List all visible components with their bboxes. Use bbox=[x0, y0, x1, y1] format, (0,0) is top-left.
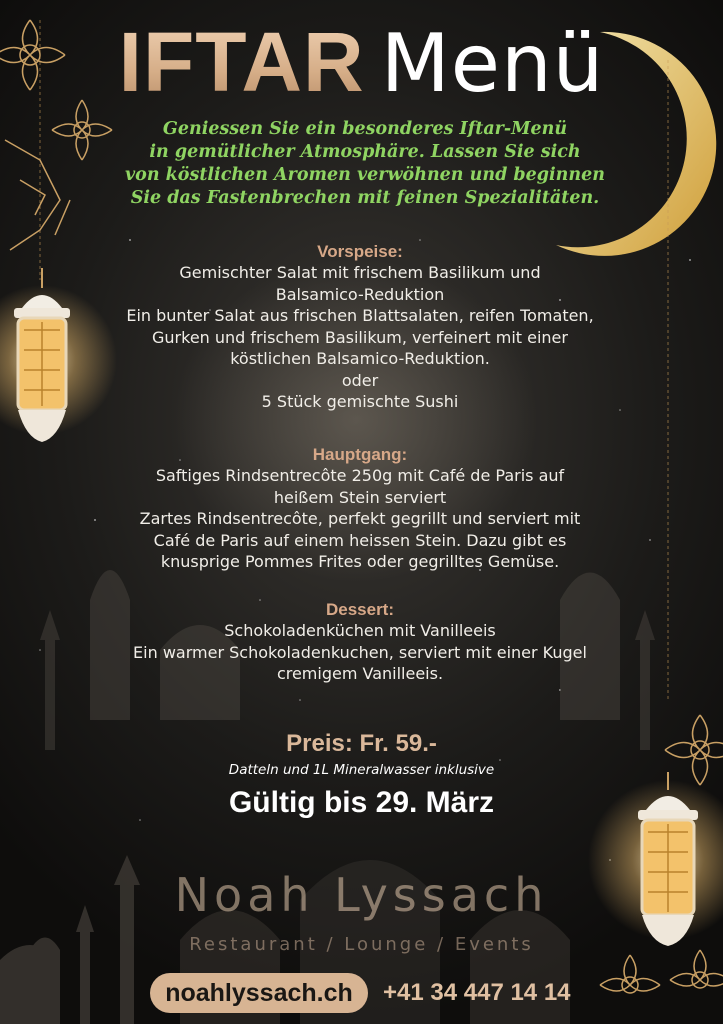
menu-line: cremigem Vanilleeis. bbox=[276, 664, 444, 683]
intro-text bbox=[110, 118, 620, 210]
menu-line: heißem Stein serviert bbox=[273, 487, 447, 507]
website-link[interactable]: noahlyssach.ch bbox=[150, 973, 368, 1013]
price: Preis: Fr. 59.- bbox=[286, 730, 437, 757]
brand-logo: Noah Lyssach bbox=[174, 868, 549, 922]
section-vorspeise bbox=[80, 242, 640, 413]
phone-number[interactable]: +41 34 447 14 14 bbox=[383, 979, 571, 1006]
brand-tagline: Restaurant / Lounge / Events bbox=[189, 934, 534, 955]
section-heading: Vorspeise: bbox=[317, 242, 403, 261]
section-heading: Hauptgang: bbox=[312, 445, 408, 464]
intro-line: von köstlichen Aromen verwöhnen und beginnen bbox=[125, 165, 605, 185]
intro-line: Geniessen Sie ein besonderes Iftar-Menü bbox=[162, 119, 568, 139]
intro-line: in gemütlicher Atmosphäre. Lassen Sie sich bbox=[149, 142, 581, 162]
menu-line: knusprige Pommes Frites oder gegrilltes Gemüse. bbox=[160, 552, 560, 571]
menu-line: Balsamico-Reduktion bbox=[275, 284, 445, 304]
section-heading: Dessert: bbox=[325, 600, 395, 619]
menu-line: Gurken und frischem Basilikum, verfeinert mit einer bbox=[152, 327, 568, 347]
menu-line: Schokoladenküchen mit Vanilleeis bbox=[224, 621, 496, 640]
menu-line: Gemischter Salat mit frischem Basilikum und bbox=[179, 263, 541, 282]
intro-line: Sie das Fastenbrechen mit feinen Spezialitäten. bbox=[130, 188, 600, 208]
page-title bbox=[0, 14, 723, 111]
menu-line: Zartes Rindsentrecôte, perfekt gegrillt und serviert mit bbox=[139, 509, 581, 528]
validity-date: Gültig bis 29. März bbox=[228, 786, 495, 819]
menu-line: 5 Stück gemischte Sushi bbox=[261, 392, 459, 411]
menu-line: Café de Paris auf einem heissen Stein. Dazu gibt es bbox=[153, 530, 567, 550]
menu-line: Saftiges Rindsentrecôte 250g mit Café de Paris auf bbox=[155, 466, 565, 485]
inclusive-note: Datteln und 1L Mineralwasser inklusive bbox=[228, 762, 495, 778]
menu-line: oder bbox=[341, 370, 379, 390]
menu-line: Ein warmer Schokoladenkuchen, serviert mit einer Kugel bbox=[133, 642, 587, 662]
title-iftar: IFTAR bbox=[118, 15, 365, 109]
section-dessert bbox=[80, 600, 640, 685]
section-hauptgang bbox=[80, 445, 640, 573]
menu-line: köstlichen Balsamico-Reduktion. bbox=[230, 349, 490, 368]
menu-line: Ein bunter Salat aus frischen Blattsalaten, reifen Tomaten, bbox=[126, 306, 594, 325]
title-menu: Menü bbox=[380, 17, 605, 110]
